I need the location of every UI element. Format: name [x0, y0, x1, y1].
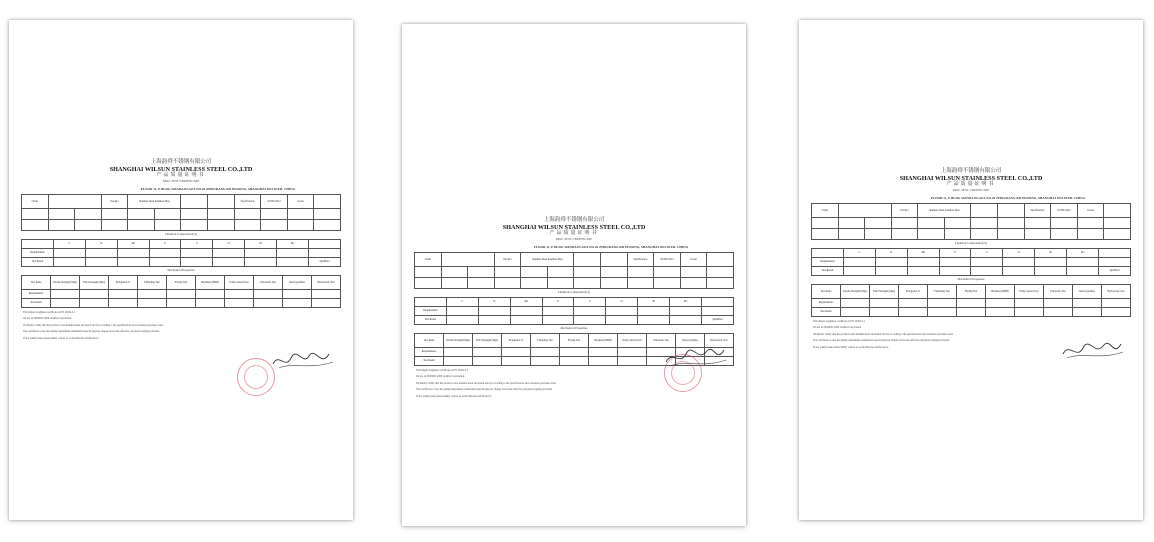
element-ni: Ni — [245, 239, 277, 248]
element-p: P — [542, 297, 574, 306]
client-label: Client — [812, 203, 839, 217]
mech-header: Flattening Test — [531, 333, 560, 347]
mechanical-section-label: Mechanical Properties — [167, 267, 195, 272]
element-si: Si — [85, 239, 117, 248]
element-c: C — [843, 248, 875, 257]
spec-value: ASTM A312 — [261, 194, 288, 208]
certificate-title-cn: 产品质量证明书 — [946, 182, 996, 187]
test-items-label: Test Items — [812, 284, 841, 298]
company-address: FLOOR 11, E BLDG WANDA PLAZA NO.26 ZHOUKANG RD PUDONG, SHANGHAI 201318 P.R. CHINA — [140, 187, 295, 191]
chemical-table — [21, 239, 341, 267]
grade-label: Grade — [1077, 203, 1104, 217]
test-result-label: Test Result — [812, 307, 841, 316]
element-si: Si — [478, 297, 510, 306]
element-mn: Mn — [117, 239, 149, 248]
company-name-en: SHANGHAI WILSUN STAINLESS STEEL CO.,LTD — [899, 175, 1043, 182]
chemical-table — [811, 248, 1131, 276]
note-line: This certificate covers the quality department examination special purpose chapter is become effective, the photocopying is invalid. — [23, 330, 160, 333]
company-name-cn: 上海韵舜不锈钢有限公司 — [940, 168, 1002, 174]
mech-header: Ultrasonic Test — [647, 333, 676, 347]
element-ni: Ni — [638, 297, 670, 306]
element-s: S — [971, 248, 1003, 257]
mech-header: Eddy Current Test — [225, 275, 254, 289]
certificate-title-en: MILL TEST CERTIFICATE — [555, 237, 593, 241]
certificate-notes — [21, 310, 341, 343]
mech-header: Intercrystalline — [676, 333, 705, 347]
element-cr: Cr — [606, 297, 638, 306]
certificate-title-cn: 产品质量证明书 — [549, 231, 599, 236]
mech-header: Elongation % — [899, 284, 928, 298]
element-mo: Mo — [1067, 248, 1099, 257]
mech-header: Intercrystalline — [1073, 284, 1102, 298]
element-mn: Mn — [907, 248, 939, 257]
note-line: If any quality issue please kindly contact us at the time the certificate for. — [813, 345, 889, 349]
requirements-label: Requirements — [415, 306, 447, 315]
company-name-en: SHANGHAI WILSUN STAINLESS STEEL CO.,LTD — [502, 224, 646, 231]
mech-header: Intercrystalline — [283, 275, 312, 289]
product-value: Stainless Steel Seamless Pipe — [521, 252, 574, 266]
product-label: Product — [494, 252, 521, 266]
spec-label: Specification — [234, 194, 261, 208]
element-p: P — [939, 248, 971, 257]
element-mo: Mo — [670, 297, 702, 306]
grade-label: Grade — [680, 252, 707, 266]
note-line: We hereby certify that the products were manufactured and tested strictly according to the specifications and customers purchase order. — [23, 323, 164, 327]
qualified-label: Qualified — [309, 257, 341, 266]
note-line: We are an ISO9001:2008 certified corporation. — [813, 326, 862, 329]
qualified-label: Qualified — [702, 315, 734, 324]
company-name-en: SHANGHAI WILSUN STAINLESS STEEL CO.,LTD — [109, 166, 253, 173]
qualified-label: Qualified — [1099, 266, 1131, 275]
certificate-page-2 — [402, 24, 746, 526]
elements-label — [22, 239, 54, 248]
chemical-section-label: Chemical Composition(%) — [954, 240, 988, 245]
chemical-section-label: Chemical Composition(%) — [164, 231, 198, 236]
element-p: P — [149, 239, 181, 248]
mech-header: Flattening Test — [138, 275, 167, 289]
mech-header: Tensile Strength (Mpa) — [841, 284, 870, 298]
note-line: We are an ISO9001:2008 certified corporation. — [23, 317, 72, 320]
mech-header: Hydrostatic Test — [1102, 284, 1131, 298]
mech-header: Elongation % — [502, 333, 531, 347]
product-info-table — [811, 203, 1131, 240]
signature-image — [662, 342, 732, 372]
product-info-table — [21, 194, 341, 231]
client-label: Client — [415, 252, 442, 266]
element-c: C — [53, 239, 85, 248]
mechanical-section-label: Mechanical Properties — [560, 325, 588, 330]
mech-header: Hardness (HRB) — [196, 275, 225, 289]
test-result-label: Test Result — [22, 257, 54, 266]
certificate-page-3 — [799, 20, 1143, 520]
certificate-title-en: MILL TEST CERTIFICATE — [162, 179, 200, 183]
requirements-label: Requirements — [415, 347, 444, 356]
requirements-label: Requirements — [812, 298, 841, 307]
note-line: We hereby certify that the products were manufactured and tested strictly according to the specifications and customers purchase order. — [416, 381, 557, 385]
mech-header: Ultrasonic Test — [1044, 284, 1073, 298]
mech-header: Hardness (HRB) — [986, 284, 1015, 298]
mech-header: Hydrostatic Test — [312, 275, 341, 289]
spec-value: ASTM A312 — [654, 252, 681, 266]
product-label: Product — [101, 194, 128, 208]
mech-header: Eddy Current Test — [618, 333, 647, 347]
note-line: We hereby certify that the products were manufactured and tested strictly according to the specifications and customers purchase order. — [813, 332, 954, 336]
product-value: Stainless Steel Seamless Pipe — [918, 203, 971, 217]
note-line: This impact toughness certificate is EN 10204-3.1 — [813, 319, 866, 323]
mech-header: Tensile Strength (Mpa) — [51, 275, 80, 289]
note-line: If any quality issue please kindly contact us at the time the certificate for. — [416, 394, 492, 398]
note-line: This impact toughness certificate is EN 10204-3.1 — [416, 368, 469, 372]
mechanical-table — [811, 284, 1131, 317]
signature-image — [1059, 336, 1129, 366]
requirements-label: Requirements — [22, 289, 51, 298]
elements-label — [415, 297, 447, 306]
mech-header: Eddy Current Test — [1015, 284, 1044, 298]
mech-header: Yield Strength (Mpa) — [870, 284, 899, 298]
spec-label: Specification — [627, 252, 654, 266]
elements-label — [812, 248, 844, 257]
company-address: FLOOR 11, E BLDG WANDA PLAZA NO.26 ZHOUKANG RD PUDONG, SHANGHAI 201318 P.R. CHINA — [930, 196, 1085, 200]
signature-image — [269, 346, 339, 376]
element-mo: Mo — [277, 239, 309, 248]
mech-header: Hardness (HRB) — [589, 333, 618, 347]
element-si: Si — [875, 248, 907, 257]
mech-header: Flattening Test — [928, 284, 957, 298]
certificate-page-1 — [9, 20, 353, 520]
test-result-label: Test Result — [22, 298, 51, 307]
element-ni: Ni — [1035, 248, 1067, 257]
mech-header: Yield Strength (Mpa) — [80, 275, 109, 289]
mech-header: Yield Strength (Mpa) — [473, 333, 502, 347]
chemical-table — [414, 297, 734, 325]
element-c: C — [446, 297, 478, 306]
grade-label: Grade — [287, 194, 314, 208]
spec-label: Specification — [1024, 203, 1051, 217]
mech-header: Elongation % — [109, 275, 138, 289]
note-line: This impact toughness certificate is EN 10204-3.1 — [23, 310, 76, 314]
company-name-cn: 上海韵舜不锈钢有限公司 — [150, 159, 212, 165]
element-cr: Cr — [213, 239, 245, 248]
mech-header: Hydrostatic Test — [705, 333, 734, 347]
product-label: Product — [891, 203, 918, 217]
requirements-label: Requirements — [22, 248, 54, 257]
mech-header: Flaring Test — [957, 284, 986, 298]
note-line: This certificate covers the quality department examination special purpose chapter is become effective, the photocopying is invalid. — [416, 388, 553, 391]
test-items-label: Test Items — [22, 275, 51, 289]
test-result-label: Test Result — [812, 266, 844, 275]
test-items-label: Test Items — [415, 333, 444, 347]
mech-header: Flaring Test — [560, 333, 589, 347]
mechanical-section-label: Mechanical Properties — [957, 276, 985, 281]
mech-header: Flaring Test — [167, 275, 196, 289]
note-line: This certificate covers the quality department examination special purpose chapter is become effective, the photocopying is invalid. — [813, 339, 950, 342]
test-result-label: Test Result — [415, 315, 447, 324]
spec-value: ASTM A312 — [1051, 203, 1078, 217]
test-result-label: Test Result — [415, 356, 444, 365]
certificate-title-cn: 产品质量证明书 — [156, 173, 206, 178]
company-name-cn: 上海韵舜不锈钢有限公司 — [543, 217, 605, 223]
mech-header: Tensile Strength (Mpa) — [444, 333, 473, 347]
client-label: Client — [22, 194, 49, 208]
certificate-title-en: MILL TEST CERTIFICATE — [952, 188, 990, 192]
note-line: We are an ISO9001:2008 certified corporation. — [416, 375, 465, 378]
note-line: If any quality issue please kindly contact us at the time the certificate for. — [23, 336, 99, 340]
chemical-section-label: Chemical Composition(%) — [557, 289, 591, 294]
mechanical-table — [21, 275, 341, 308]
product-value: Stainless Steel Seamless Pipe — [128, 194, 181, 208]
element-s: S — [181, 239, 213, 248]
element-cr: Cr — [1003, 248, 1035, 257]
requirements-label: Requirements — [812, 257, 844, 266]
company-address: FLOOR 11, E BLDG WANDA PLAZA NO.26 ZHOUKANG RD PUDONG, SHANGHAI 201318 P.R. CHINA — [533, 245, 688, 249]
product-info-table — [414, 252, 734, 289]
mech-header: Ultrasonic Test — [254, 275, 283, 289]
element-s: S — [574, 297, 606, 306]
element-mn: Mn — [510, 297, 542, 306]
